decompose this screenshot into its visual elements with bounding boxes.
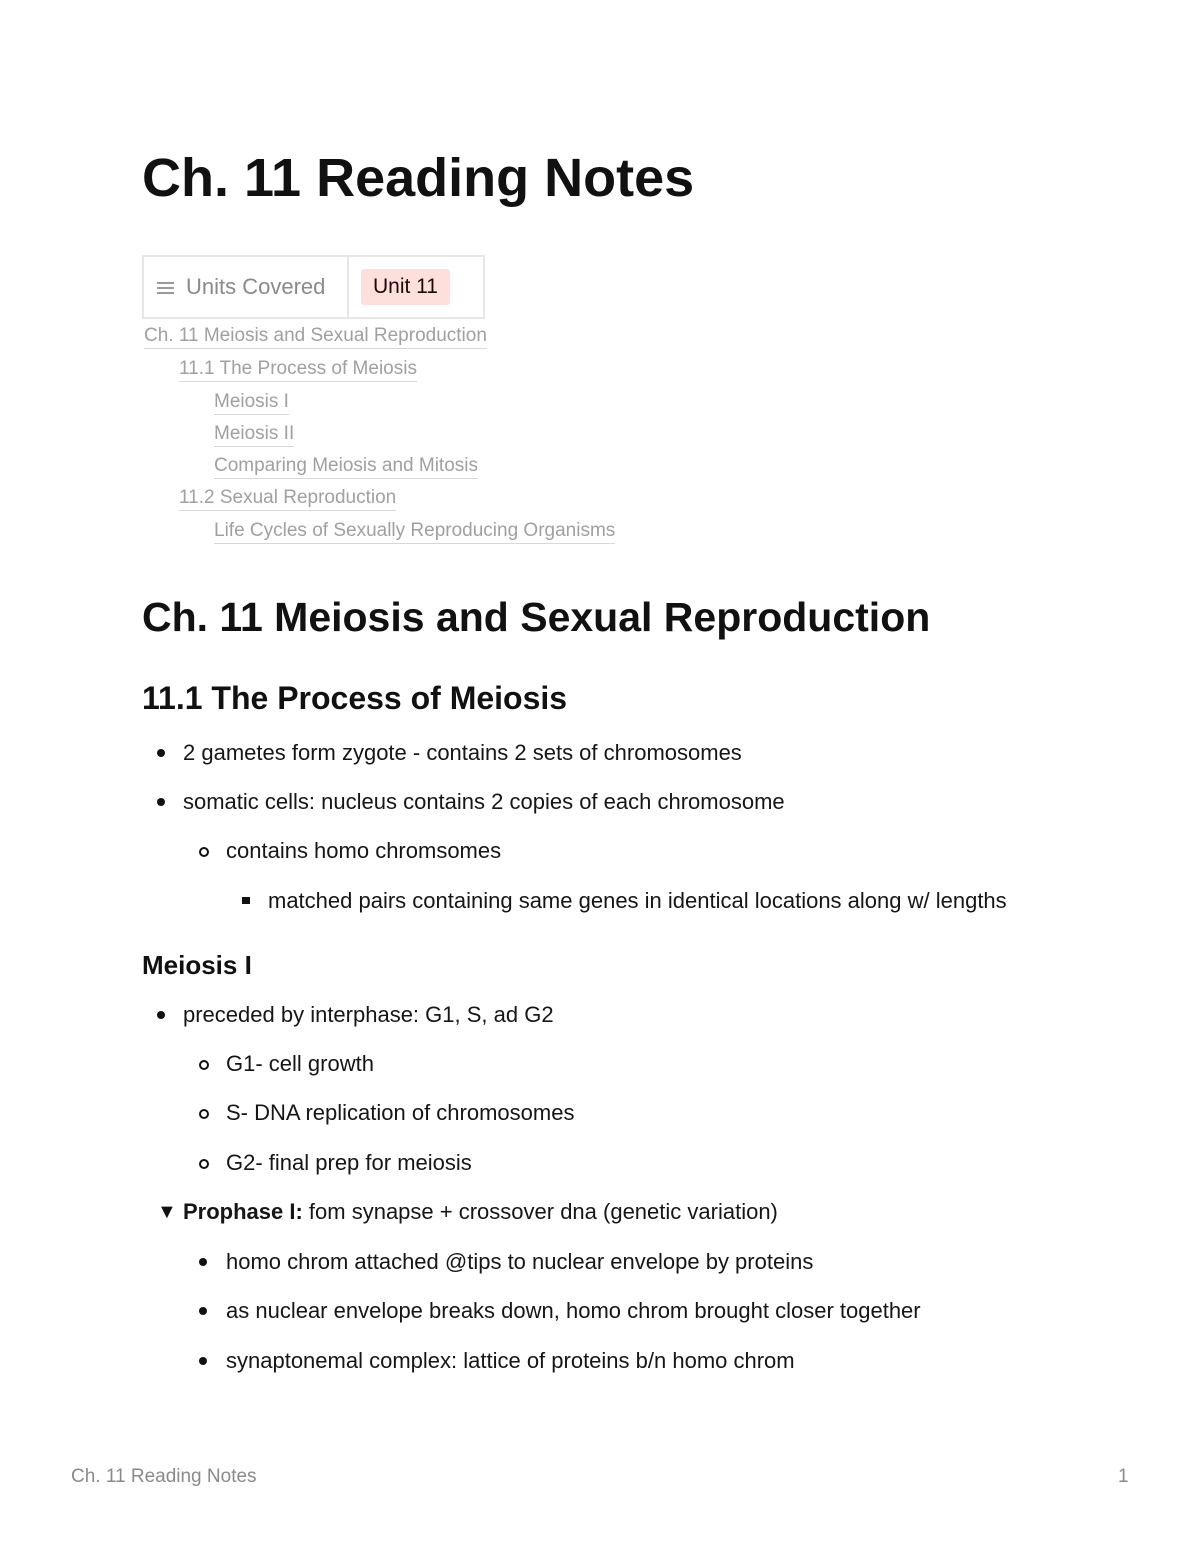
subsection-heading-meiosis-i: Meiosis I [142,950,252,980]
property-value[interactable] [349,257,483,317]
bullet-circle [199,1109,209,1119]
toc-link-comparing[interactable]: Comparing Meiosis and Mitosis [214,454,478,479]
property-key-units-covered [144,257,349,317]
toc-link-meiosis-ii[interactable]: Meiosis II [214,422,294,447]
triangle-down-icon[interactable]: ▼ [157,1201,177,1223]
toggle-text: fom synapse + crossover dna (genetic variation) [302,1199,778,1224]
list-item: as nuclear envelope breaks down, homo chrom brought closer together [226,1298,921,1323]
property-key-label: Units Covered [186,274,326,299]
bullet-disc [199,1307,207,1315]
list-item: synaptonemal complex: lattice of proteins b/n homo chrom [226,1348,795,1373]
bullet-disc [199,1258,207,1266]
list-icon [157,279,174,297]
bullet-square [242,897,250,904]
page-title: Ch. 11 Reading Notes [142,148,695,208]
bullet-circle [199,847,209,857]
bullet-circle [199,1060,209,1070]
footer-page-number: 1 [1118,1466,1129,1487]
bullet-disc [199,1357,207,1365]
list-item: G2- final prep for meiosis [226,1150,472,1175]
toc-link-section-11-2[interactable]: 11.2 Sexual Reproduction [179,486,396,511]
toggle-label: Prophase I: [183,1199,303,1224]
list-item: somatic cells: nucleus contains 2 copies of each chromosome [183,789,785,814]
footer-title: Ch. 11 Reading Notes [71,1466,257,1487]
toc-link-meiosis-i[interactable]: Meiosis I [214,390,289,415]
toc-link-life-cycles[interactable]: Life Cycles of Sexually Reproducing Organisms [214,519,615,544]
list-item: contains homo chromsomes [226,838,502,863]
toggle-prophase-i[interactable] [183,1198,778,1226]
list-item: homo chrom attached @tips to nuclear envelope by proteins [226,1249,814,1274]
properties-table [142,255,485,319]
bullet-circle [199,1159,209,1169]
toc-link-section-11-1[interactable]: 11.1 The Process of Meiosis [179,357,417,382]
list-item: matched pairs containing same genes in identical locations along w/ lengths [268,888,1007,913]
unit-tag[interactable]: Unit 11 [361,269,450,305]
bullet-disc [157,1011,165,1019]
list-item: 2 gametes form zygote - contains 2 sets of chromosomes [183,740,742,765]
bullet-disc [157,798,165,806]
section-heading: 11.1 The Process of Meiosis [142,680,568,716]
list-item: G1- cell growth [226,1051,374,1076]
bullet-disc [157,749,165,757]
chapter-heading: Ch. 11 Meiosis and Sexual Reproduction [142,594,931,640]
toc-link-chapter[interactable]: Ch. 11 Meiosis and Sexual Reproduction [144,324,487,349]
list-item: preceded by interphase: G1, S, ad G2 [183,1002,554,1027]
list-item: S- DNA replication of chromosomes [226,1100,575,1125]
